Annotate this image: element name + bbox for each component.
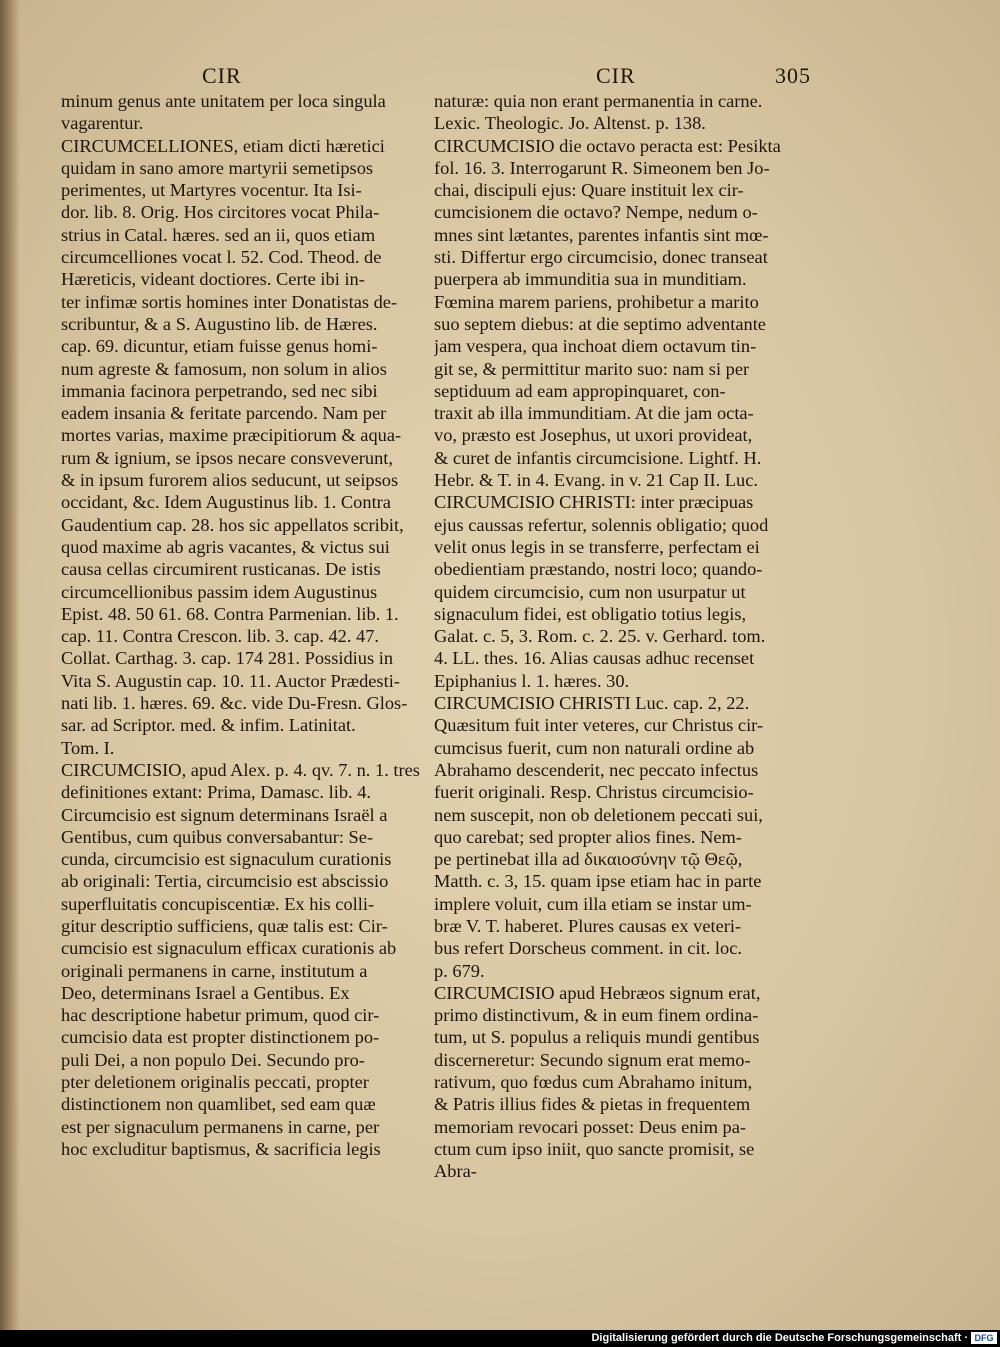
text-line: Matth. c. 3, 15. quam ipse etiam hac in parte xyxy=(434,871,762,892)
text-line: eadem insania & feritate parcendo. Nam per xyxy=(61,403,387,424)
text-line: & curet de infantis circumcisione. Lightf. H. xyxy=(434,447,762,468)
text-line: bus refert Dorscheus comment. in cit. loc. xyxy=(434,938,742,959)
text-line: gitur descriptio sufficiens, quæ talis est: Cir- xyxy=(61,915,388,936)
text-line: naturæ: quia non erant permanentia in carne. xyxy=(434,91,763,111)
text-line: git se, & permittitur marito suo: nam si per xyxy=(434,358,750,379)
text-line: discerneretur: Secundo signum erat memo- xyxy=(434,1049,751,1070)
text-line: pe pertinebat illa ad δικαιοσύνην τῷ Θεῷ, xyxy=(434,849,743,870)
text-line: fol. 16. 3. Interrogarunt R. Simeonem ben Jo- xyxy=(434,157,770,178)
text-line: sti. Differtur ergo circumcisio, donec transeat xyxy=(434,247,768,268)
text-line: mortes varias, maxime præcipitiorum & aqua- xyxy=(61,425,402,446)
text-line: circumcellionibus passim idem Augustinus xyxy=(61,581,378,602)
text-line: ab originali: Tertia, circumcisio est abscissio xyxy=(61,871,389,892)
text-line: cumcisio est signaculum efficax curationis ab xyxy=(61,938,397,959)
text-line: primo distinctivum, & in eum finem ordina- xyxy=(434,1005,759,1026)
text-line: causa cellas circumirent rusticanas. De istis xyxy=(61,559,381,580)
text-line: Lexic. Theologic. Jo. Altenst. p. 138. xyxy=(434,113,706,134)
text-line: immania facinora perpetrando, sed nec sibi xyxy=(61,380,378,401)
text-line: dor. lib. 8. Orig. Hos circitores vocat Phila- xyxy=(61,202,380,223)
text-line: Abrahamo descenderit, nec peccato infectus xyxy=(434,759,759,780)
text-line: scribuntur, & a S. Augustino lib. de Hæres. xyxy=(61,313,378,334)
text-line: occidant, &c. Idem Augustinus lib. 1. Contra xyxy=(61,492,391,513)
text-line: cumcisionem die octavo? Nempe, nedum o- xyxy=(434,202,758,223)
running-head-left: CIR xyxy=(202,63,242,88)
text-line: Quæsitum fuit inter veteres, cur Christus cir- xyxy=(434,715,764,736)
text-line: quod maxime ab agris vacantes, & victus sui xyxy=(61,536,390,557)
running-head-right: CIR xyxy=(596,63,636,88)
text-line: rativum, quo fœdus cum Abrahamo initum, xyxy=(434,1072,753,1093)
digitization-credit: Digitalisierung gefördert durch die Deutsche Forschungsgemeinschaft · xyxy=(591,1332,968,1344)
text-line: distinctionem non quamlibet, sed eam quæ xyxy=(61,1094,376,1115)
text-line: traxit ab illa immunditiam. At die jam octa- xyxy=(434,403,754,424)
text-line: nati lib. 1. hæres. 69. &c. vide Du-Fresn. Glos- xyxy=(61,693,408,714)
text-line: strius in Catal. hæres. sed an ii, quos etiam xyxy=(61,224,376,245)
text-line: cunda, circumcisio est signaculum curationis xyxy=(61,849,392,870)
text-line: bræ V. T. haberet. Plures causas ex veteri- xyxy=(434,915,742,936)
text-line: suo septem diebus: at die septimo adventante xyxy=(434,313,766,334)
text-line: Abra- xyxy=(434,1161,477,1182)
text-line: pter deletionem originalis peccati, propter xyxy=(61,1072,369,1093)
text-line: hoc excluditur baptismus, & sacrificia legis xyxy=(61,1138,381,1159)
text-line: Gentibus, cum quibus conversabantur: Se- xyxy=(61,826,374,847)
text-line: Epiphanius l. 1. hæres. 30. xyxy=(434,670,630,691)
text-line: velit onus legis in se transferre, perfectam ei xyxy=(434,536,760,557)
text-line: nem suscepit, non ob deletionem peccati sui, xyxy=(434,804,763,825)
text-column-left xyxy=(61,90,436,1160)
text-line: signaculum fidei, est obligatio totius legis, xyxy=(434,603,747,624)
text-line: CIRCUMCISIO CHRISTI: inter præcipuas xyxy=(434,492,754,513)
text-line: vagarentur. xyxy=(61,113,144,134)
text-line: originali permanens in carne, institutum a xyxy=(61,960,368,981)
text-line: Epist. 48. 50 61. 68. Contra Parmenian. lib. 1. xyxy=(61,603,399,624)
text-line: fuerit originali. Resp. Christus circumcisio- xyxy=(434,782,754,803)
text-line: perimentes, ut Martyres vocentur. Ita Isi- xyxy=(61,180,362,201)
text-line: & Patris illius fides & pietas in frequentem xyxy=(434,1094,751,1115)
text-line: & in ipsum furorem alios seducunt, ut seipsos xyxy=(61,470,399,491)
text-line: ctum cum ipso iniit, quo sancte promisit, se xyxy=(434,1138,755,1159)
text-line: quidem circumcisio, cum non usurpatur ut xyxy=(434,581,746,602)
text-line: Hebr. & T. in 4. Evang. in v. 21 Cap II. Luc. xyxy=(434,470,758,491)
page-number: 305 xyxy=(775,63,811,88)
text-line: puerpera ab immunditia sua in munditiam. xyxy=(434,269,747,290)
text-line: cumcisus fuerit, cum non naturali ordine ab xyxy=(434,737,755,758)
text-line: ejus caussas refertur, solennis obligatio; quod xyxy=(434,514,769,535)
text-line: chai, discipuli ejus: Quare instituit lex cir- xyxy=(434,180,744,201)
text-line: p. 679. xyxy=(434,960,485,981)
text-line: CIRCUMCELLIONES, etiam dicti hæretici xyxy=(61,135,385,156)
text-line: superfluitatis concupiscentiæ. Ex his colli- xyxy=(61,893,375,914)
text-line: num agreste & famosum, non solum in alios xyxy=(61,358,387,379)
text-line: CIRCUMCISIO, apud Alex. p. 4. qv. 7. n. 1. tres xyxy=(61,759,420,780)
text-line: hac descriptione habetur primum, quod cir- xyxy=(61,1005,380,1026)
text-line: Vita S. Augustin cap. 10. 11. Auctor Prædesti- xyxy=(61,670,400,691)
text-line: circumcelliones vocat l. 52. Cod. Theod. de xyxy=(61,247,382,268)
text-line: cap. 11. Contra Crescon. lib. 3. cap. 42. 47. xyxy=(61,626,380,647)
text-line: minum genus ante unitatem per loca singula xyxy=(61,91,386,111)
text-line: Fœmina marem pariens, prohibetur a marito xyxy=(434,291,759,312)
text-line: CIRCUMCISIO CHRISTI Luc. cap. 2, 22. xyxy=(434,693,750,714)
text-line: Deo, determinans Israel a Gentibus. Ex xyxy=(61,982,350,1003)
text-line: vo, præsto est Josephus, ut uxori provideat, xyxy=(434,425,753,446)
text-column-right xyxy=(434,90,806,1183)
text-line: tum, ut S. populus a reliquis mundi gentibus xyxy=(434,1027,760,1048)
text-line: CIRCUMCISIO die octavo peracta est: Pesikta xyxy=(434,135,781,156)
text-line: Hæreticis, videant doctiores. Certe ibi in- xyxy=(61,269,365,290)
text-line: cumcisio data est propter distinctionem po- xyxy=(61,1027,380,1048)
text-line: implere voluit, cum illa etiam se instar um- xyxy=(434,893,752,914)
text-line: Gaudentium cap. 28. hos sic appellatos scribit, xyxy=(61,514,404,535)
text-line: sar. ad Scriptor. med. & infim. Latinitat. xyxy=(61,715,356,736)
text-line: Circumcisio est signum determinans Israël a xyxy=(61,804,388,825)
text-line: Tom. I. xyxy=(61,737,115,758)
text-line: CIRCUMCISIO apud Hebræos signum erat, xyxy=(434,982,761,1003)
text-line: rum & ignium, se ipsos necare consveverunt, xyxy=(61,447,393,468)
text-line: est per signaculum permanens in carne, per xyxy=(61,1116,380,1137)
text-line: mnes sint lætantes, parentes infantis sint mœ- xyxy=(434,224,769,245)
text-line: cap. 69. dicuntur, etiam fuisse genus homi- xyxy=(61,336,378,357)
text-line: Collat. Carthag. 3. cap. 174 281. Possidius in xyxy=(61,648,394,669)
text-line: ter infimæ sortis homines inter Donatistas de- xyxy=(61,291,398,312)
text-line: 4. LL. thes. 16. Alias causas adhuc recenset xyxy=(434,648,755,669)
text-line: obedientiam præstando, nostri loco; quando- xyxy=(434,559,763,580)
text-line: memoriam revocari posset: Deus enim pa- xyxy=(434,1116,747,1137)
text-line: septiduum ad eam appropinquaret, con- xyxy=(434,380,726,401)
text-line: quo carebat; sed propter alios fines. Nem- xyxy=(434,826,742,847)
text-line: quidam in sano amore martyrii semetipsos xyxy=(61,157,374,178)
dfg-logo-icon: DFG xyxy=(971,1332,997,1344)
text-line: puli Dei, a non populo Dei. Secundo pro- xyxy=(61,1049,365,1070)
text-line: definitiones extant: Prima, Damasc. lib. 4. xyxy=(61,782,372,803)
page-gutter-shadow xyxy=(0,0,20,1330)
text-line: jam vespera, qua inchoat diem octavum tin- xyxy=(434,336,757,357)
text-line: Galat. c. 5, 3. Rom. c. 2. 25. v. Gerhard. tom. xyxy=(434,626,766,647)
